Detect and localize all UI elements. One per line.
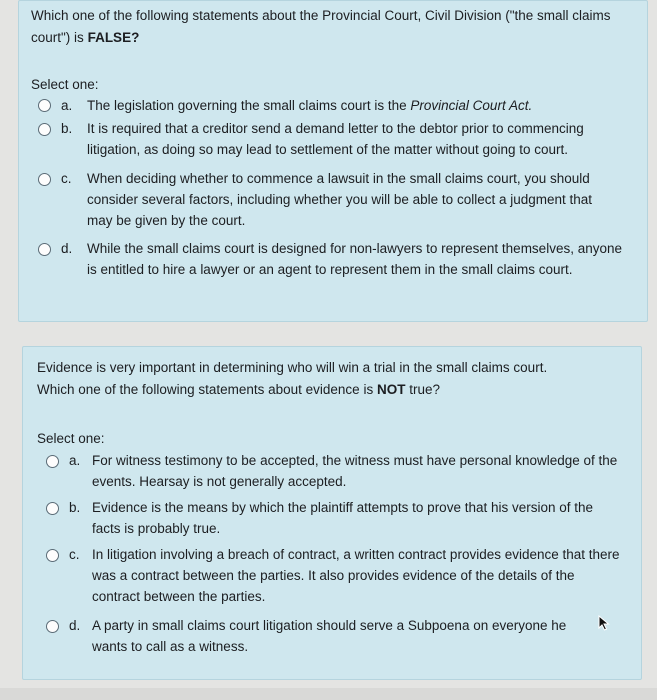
option-letter: d. <box>61 241 73 256</box>
question-card-2 <box>22 346 642 680</box>
option-letter: b. <box>61 121 73 136</box>
question-1-text <box>31 5 631 49</box>
mouse-cursor-icon <box>598 615 610 631</box>
question-1-text-main: Which one of the following statements about the Provincial Court, Civil Division ("the small claims court") is <box>31 8 611 45</box>
option-letter: c. <box>69 547 80 562</box>
option-letter: b. <box>69 500 81 515</box>
radio-unselected-icon[interactable] <box>46 502 59 515</box>
q2-option-b[interactable] <box>23 497 635 541</box>
q1-option-a[interactable] <box>19 95 639 117</box>
radio-unselected-icon[interactable] <box>38 99 51 112</box>
question-2-line-2 <box>37 379 629 401</box>
page-bottom-strip <box>0 688 657 700</box>
option-text: In litigation involving a breach of contract, a written contract provides evidence that there was a contract between the parties. It also provides evidence of the details of the contract between the parties. <box>92 547 620 604</box>
option-text-italic: Provincial Court Act. <box>410 98 533 113</box>
option-text: While the small claims court is designed for non-lawyers to represent themselves, anyone is entitled to hire a lawyer or an agent to represent them in the small claims court. <box>87 241 622 277</box>
option-text: Evidence is the means by which the plaintiff attempts to prove that his version of the facts is probably true. <box>92 500 594 536</box>
question-2-emphasis: NOT <box>376 382 406 397</box>
question-2-text-end: true? <box>405 382 440 397</box>
option-text: For witness testimony to be accepted, the witness must have personal knowledge of the events. Hearsay is not generally accepted. <box>92 453 618 489</box>
option-letter: d. <box>69 618 81 633</box>
select-one-label-2: Select one: <box>37 431 105 446</box>
q1-option-d[interactable] <box>19 238 639 304</box>
option-text: A party in small claims court litigation should serve a Subpoena on everyone he wants to call as a witness. <box>92 618 567 654</box>
select-one-label-1: Select one: <box>31 77 99 92</box>
option-letter: a. <box>61 98 73 113</box>
question-2-text <box>37 357 629 401</box>
option-text: It is required that a creditor send a demand letter to the debtor prior to commencing litigation, as doing so may lead to settlement of the matter without going to court. <box>87 121 584 157</box>
q1-option-c[interactable] <box>19 168 639 234</box>
q2-option-c[interactable] <box>23 544 635 610</box>
question-1-emphasis: FALSE? <box>87 30 140 45</box>
q1-option-b[interactable] <box>19 118 639 162</box>
option-text <box>87 95 632 116</box>
question-card-1 <box>18 0 648 322</box>
question-2-line-1: Evidence is very important in determining who will win a trial in the small claims court. <box>37 360 548 375</box>
radio-unselected-icon[interactable] <box>46 455 59 468</box>
radio-unselected-icon[interactable] <box>46 549 59 562</box>
option-letter: a. <box>69 453 81 468</box>
q2-option-d[interactable] <box>23 615 635 659</box>
option-letter: c. <box>61 171 72 186</box>
radio-unselected-icon[interactable] <box>38 243 51 256</box>
option-text-main: The legislation governing the small claims court is the <box>87 98 411 113</box>
radio-unselected-icon[interactable] <box>38 173 51 186</box>
radio-unselected-icon[interactable] <box>38 123 51 136</box>
option-text: When deciding whether to commence a lawsuit in the small claims court, you should consider several factors, including whether you will be able to collect a judgment that may be given by the court. <box>87 171 593 228</box>
radio-unselected-icon[interactable] <box>46 620 59 633</box>
question-2-text-main: Which one of the following statements about evidence is <box>37 382 377 397</box>
q2-option-a[interactable] <box>23 450 635 494</box>
